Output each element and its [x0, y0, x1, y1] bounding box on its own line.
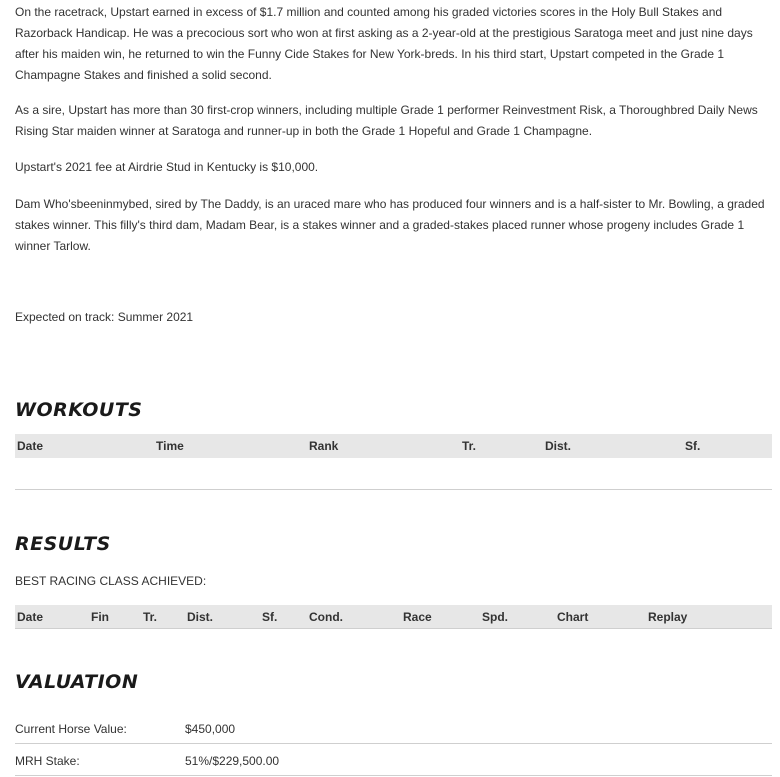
current-horse-value-label: Current Horse Value:	[15, 722, 127, 736]
workouts-table-divider	[15, 489, 772, 490]
current-horse-value-row	[15, 715, 772, 744]
results-col-surface: Sf.	[262, 610, 278, 624]
results-col-condition: Cond.	[309, 610, 343, 624]
best-racing-class-label: BEST RACING CLASS ACHIEVED:	[15, 574, 207, 588]
workouts-col-date: Date	[17, 439, 44, 453]
mrh-stake-label: MRH Stake:	[15, 754, 80, 768]
results-col-date: Date	[17, 610, 44, 624]
intro-racetrack-paragraph: On the racetrack, Upstart earned in excess of $1.7 million and counted among his graded victories scores in the Holy Bull Stakes and Razorback Handicap. He was a precocious sort who won at first asking as a 2-year-old at the prestigious Saratoga meet and just nine days after his maiden win, he returned to win the Funny Cide Stakes for New York-breds. In his third start, Upstart competed in the Grade 1 Champagne Stakes and finished a solid second.	[15, 5, 753, 82]
workouts-col-distance: Dist.	[545, 439, 572, 453]
results-table-header	[15, 605, 772, 629]
workouts-col-track: Tr.	[462, 439, 477, 453]
mrh-stake-value: 51%/$229,500.00	[185, 754, 280, 768]
expected-on-track-text: Expected on track: Summer 2021	[15, 310, 194, 324]
sire-paragraph: As a sire, Upstart has more than 30 first-crop winners, including multiple Grade 1 performer Reinvestment Risk, a Thoroughbred Daily News Rising Star maiden winner at Saratoga and runner-up in both the Grade 1 Hopeful and Grade 1 Champagne.	[15, 103, 758, 138]
workouts-col-surface: Sf.	[685, 439, 701, 453]
workouts-heading: WORKOUTS	[15, 399, 143, 421]
stud-fee-paragraph: Upstart's 2021 fee at Airdrie Stud in Kentucky is $10,000.	[15, 160, 319, 174]
results-heading: RESULTS	[15, 533, 111, 555]
workouts-col-time: Time	[156, 439, 184, 453]
results-col-finish: Fin	[91, 610, 109, 624]
results-table-divider	[15, 628, 772, 629]
workouts-table-header	[15, 434, 772, 458]
results-col-track: Tr.	[143, 610, 158, 624]
results-col-replay: Replay	[648, 610, 688, 624]
dam-paragraph: Dam Who'sbeeninmybed, sired by The Daddy, is an uraced mare who has produced four winners and is a half-sister to Mr. Bowling, a graded stakes winner. This filly's third dam, Madam Bear, is a stakes winner and a graded-stakes placed runner whose progeny includes Grade 1 winner Tarlow.	[15, 197, 765, 253]
current-horse-value: $450,000	[185, 722, 236, 736]
mrh-stake-row	[15, 747, 772, 776]
results-col-speed: Spd.	[482, 610, 508, 624]
results-col-race: Race	[403, 610, 432, 624]
results-col-distance: Dist.	[187, 610, 214, 624]
workouts-col-rank: Rank	[309, 439, 339, 453]
valuation-heading: VALUATION	[15, 671, 139, 693]
results-col-chart: Chart	[557, 610, 589, 624]
